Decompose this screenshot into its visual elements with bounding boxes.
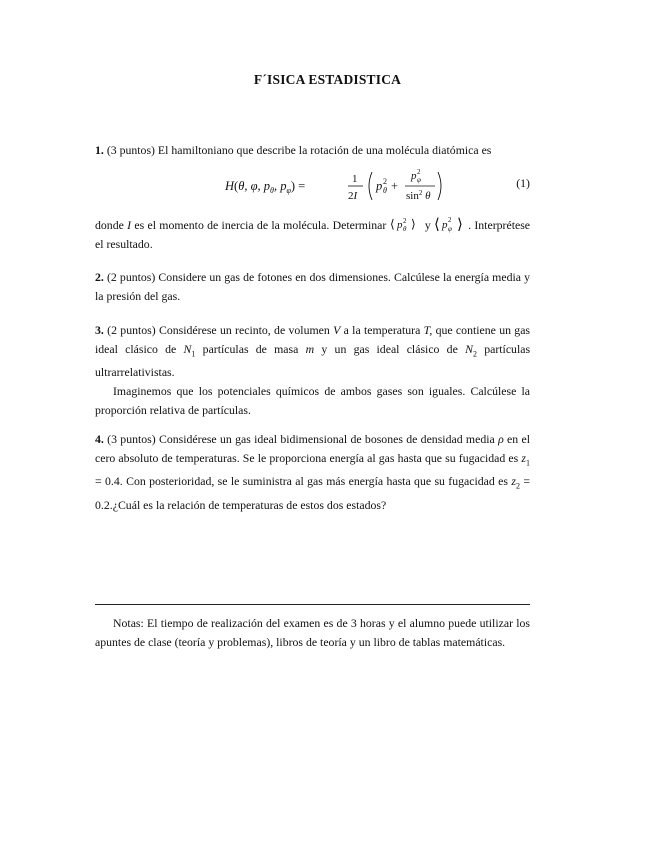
- var-z1: z: [521, 451, 526, 465]
- text-span: donde: [95, 218, 124, 232]
- text-span: Con posterioridad, se le suministra al gas más energía hasta que su fugacidad es: [126, 474, 509, 489]
- var-z2: z: [511, 474, 516, 489]
- svg-text:H(θ, φ, pθ, pφ) =: H(θ, φ, $p_\theta$, $p_\varphi$) =: [225, 179, 306, 195]
- svg-text:p: p: [396, 219, 403, 231]
- svg-text:p: p: [442, 219, 448, 231]
- text-span: . Interprétese el resultado.: [95, 218, 531, 251]
- page-title: F´ISICA ESTADISTICA: [253, 72, 402, 87]
- hamiltonian-equation: [225, 166, 475, 206]
- svg-text:+: +: [391, 179, 399, 193]
- expectation-p-phi: [434, 214, 468, 234]
- equation-1: [95, 164, 530, 208]
- svg-text:φ: φ: [417, 176, 421, 184]
- problem-3-para-2: Imaginemos que los potenciales químicos de ambos gases son iguales. Calcúlese la proporción relativa de partículas.: [95, 384, 530, 418]
- problem-number: 1.: [95, 143, 104, 157]
- notes: Notas: El tiempo de realización del examen es de 3 horas y el alumno puede utilizar los apuntes de clase (teoría y problemas), libros de teoría y un libro de tablas matemáticas.: [95, 616, 530, 649]
- text-span: (2 puntos) Considérese un recinto, de volumen: [107, 323, 330, 337]
- problem-3: [95, 321, 530, 420]
- svg-text:2: 2: [383, 177, 387, 186]
- value-z1: = 0.4.: [95, 474, 123, 489]
- var-m: m: [305, 342, 315, 356]
- text-span: y: [424, 218, 431, 232]
- svg-text:p: p: [411, 170, 417, 182]
- footnote-divider: [95, 604, 530, 605]
- subscript: 1: [526, 458, 530, 468]
- problem-2: [95, 268, 530, 306]
- problem-number: 4.: [95, 432, 104, 446]
- subscript: 2: [515, 481, 520, 491]
- text-span: en el cero absoluto de temperaturas. Se le proporciona energía al gas hasta que su fugacidad es: [95, 432, 531, 465]
- svg-text:1: 1: [352, 173, 358, 185]
- subscript: 2: [472, 349, 477, 359]
- svg-text:2I: 2I: [348, 190, 358, 202]
- problem-text: (2 puntos) Considere un gas de fotones en dos dimensiones. Calcúlese la energía media y la presión del gas.: [95, 270, 531, 303]
- var-I: I: [127, 218, 132, 232]
- svg-text:sin2 θ: $\sin^2 \theta$: [406, 189, 431, 202]
- text-span: es el momento de inercia de la molécula. Determinar: [134, 218, 387, 232]
- text-span: a la temperatura: [343, 323, 421, 337]
- svg-text:θ: θ: [383, 186, 387, 195]
- svg-text:θ: θ: [402, 225, 407, 232]
- expectation-p-theta: [390, 216, 422, 232]
- text-span: partículas de masa: [202, 342, 299, 356]
- value-z2: = 0.2.: [95, 474, 531, 512]
- problem-1-intro: [95, 141, 530, 160]
- svg-text:φ: φ: [448, 225, 452, 233]
- var-rho: ρ: [498, 432, 504, 446]
- text-span: que contiene un gas ideal clásico de: [95, 323, 531, 356]
- text-span: (3 puntos) Considérese un gas ideal bidimensional de bosones de densidad media: [107, 432, 495, 446]
- equation-number: (1): [516, 176, 530, 190]
- problem-4: [95, 430, 530, 515]
- text-span: partículas ultrarrelativistas.: [95, 342, 531, 380]
- problem-number: 2.: [95, 270, 104, 284]
- svg-text:⟨: ⟨: [434, 217, 440, 233]
- problem-1-conclusion: [95, 214, 530, 254]
- svg-text:⟩: ⟩: [410, 217, 416, 231]
- subscript: 1: [191, 349, 196, 359]
- svg-text:⟩: ⟩: [457, 217, 463, 233]
- problem-number: 3.: [95, 323, 104, 337]
- var-V: V: [333, 323, 341, 337]
- svg-text:2: 2: [417, 168, 421, 176]
- problem-text: (3 puntos) El hamiltoniano que describe la rotación de una molécula diatómica es: [106, 143, 492, 157]
- svg-text:⟨: ⟨: [389, 217, 395, 231]
- var-N1: N: [183, 342, 192, 356]
- var-T: T,: [423, 323, 433, 337]
- svg-text:2: 2: [448, 216, 452, 224]
- text-span: y un gas ideal clásico de: [321, 342, 458, 356]
- text-span: ¿Cuál es la relación de temperaturas de estos dos estados?: [112, 497, 387, 512]
- svg-text:p: p: [376, 179, 383, 193]
- var-N2: N: [465, 342, 473, 356]
- svg-text:2: 2: [402, 217, 407, 225]
